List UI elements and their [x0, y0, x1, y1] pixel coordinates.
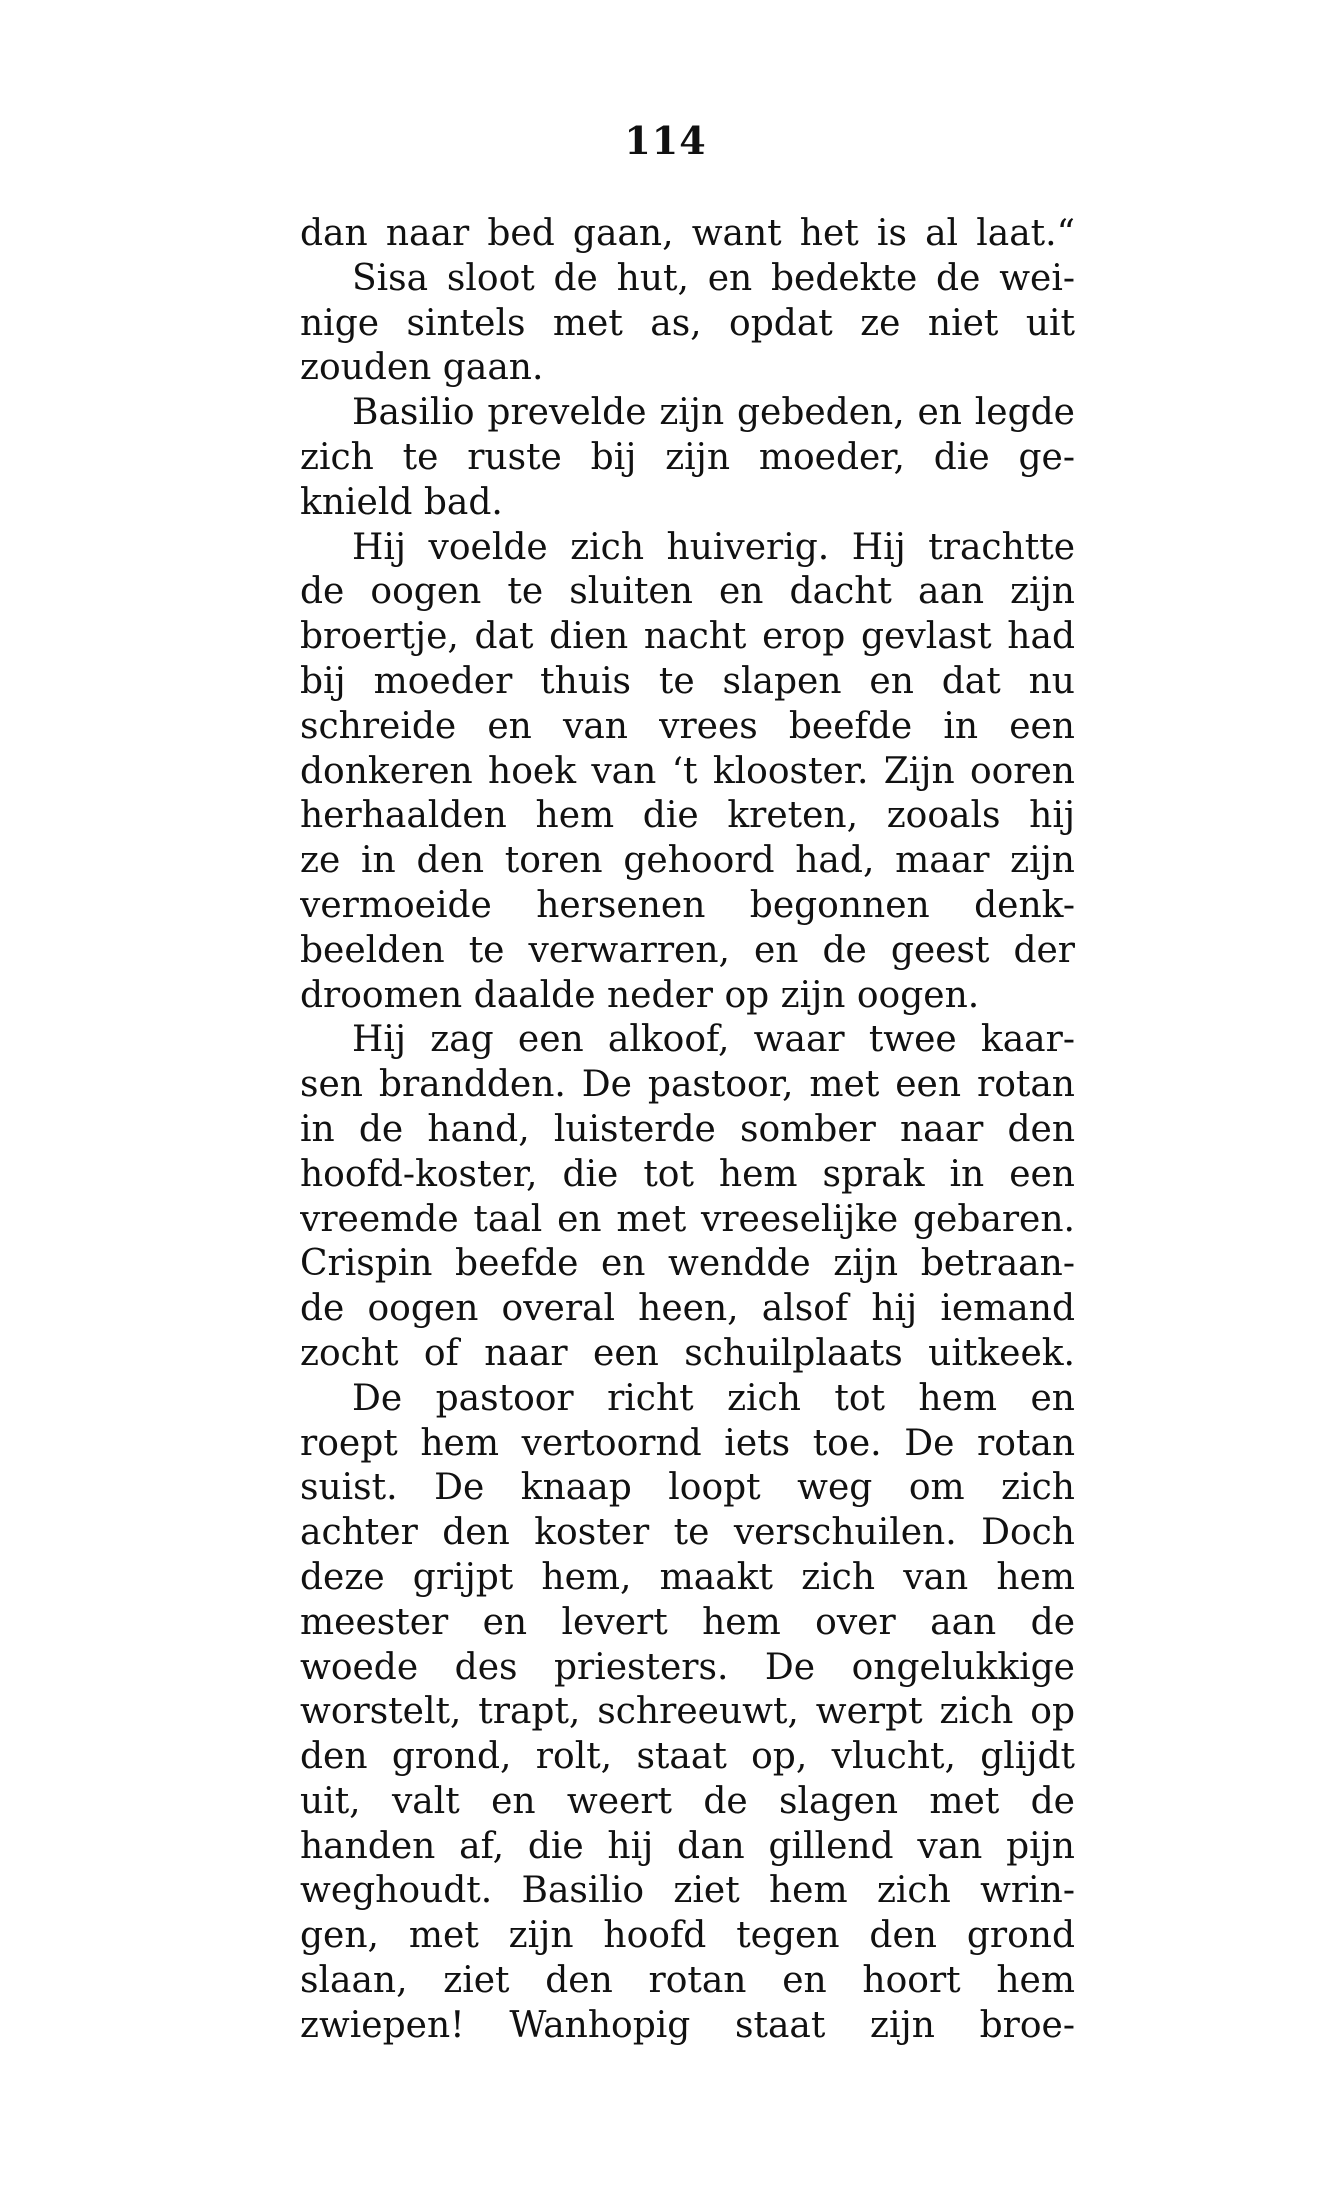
text-line: schreide en van vrees beefde in een	[300, 705, 1075, 747]
text-line: hoofd-koster, die tot hem sprak in een	[300, 1153, 1075, 1195]
text-line: knield bad.	[300, 481, 503, 523]
text-line: vreemde taal en met vreeselijke gebaren.	[300, 1198, 1075, 1240]
text-line: den grond, rolt, staat op, vlucht, glijdt	[300, 1736, 1075, 1778]
text-line: Hij zag een alkoof, waar twee kaar-	[352, 1019, 1075, 1061]
text-line: de oogen te sluiten en dacht aan zijn	[300, 571, 1075, 613]
text-line: Basilio prevelde zijn gebeden, en legde	[352, 392, 1075, 434]
text-line: Hij voelde zich huiverig. Hij trachtte	[352, 526, 1075, 568]
text-line: beelden te verwarren, en de geest der	[300, 929, 1075, 971]
text-line: zocht of naar een schuilplaats uitkeek.	[300, 1332, 1075, 1374]
body-text	[300, 212, 1075, 2049]
text-line: nige sintels met as, opdat ze niet uit	[300, 302, 1075, 344]
text-line: zwiepen! Wanhopig staat zijn broe-	[300, 2004, 1075, 2046]
text-line: suist. De knaap loopt weg om zich	[300, 1467, 1075, 1509]
text-line: vermoeide hersenen begonnen denk-	[300, 884, 1075, 926]
text-line: Sisa sloot de hut, en bedekte de wei-	[352, 257, 1075, 299]
text-line: De pastoor richt zich tot hem en	[352, 1377, 1075, 1419]
text-line: handen af, die hij dan gillend van pijn	[300, 1825, 1075, 1867]
text-line: droomen daalde neder op zijn oogen.	[300, 974, 980, 1016]
text-line: ze in den toren gehoord had, maar zijn	[300, 840, 1075, 882]
text-line: achter den koster te verschuilen. Doch	[300, 1512, 1075, 1554]
text-line: gen, met zijn hoofd tegen den grond	[300, 1915, 1075, 1957]
text-line: uit, valt en weert de slagen met de	[300, 1780, 1075, 1822]
text-line: sen brandden. De pastoor, met een rotan	[300, 1064, 1075, 1106]
text-line: meester en levert hem over aan de	[300, 1601, 1075, 1643]
text-line: dan naar bed gaan, want het is al laat.“	[300, 213, 1075, 254]
text-line: zich te ruste bij zijn moeder, die ge-	[300, 436, 1075, 478]
text-line: worstelt, trapt, schreeuwt, werpt zich op	[300, 1691, 1075, 1733]
page-number: 114	[624, 118, 707, 163]
text-line: de oogen overal heen, alsof hij iemand	[300, 1288, 1075, 1330]
text-line: roept hem vertoornd iets toe. De rotan	[300, 1422, 1075, 1464]
text-line: slaan, ziet den rotan en hoort hem	[300, 1960, 1075, 2002]
text-line: bij moeder thuis te slapen en dat nu	[300, 660, 1075, 702]
text-line: zouden gaan.	[300, 347, 544, 389]
text-line: broertje, dat dien nacht erop gevlast had	[300, 616, 1075, 658]
text-line: woede des priesters. De ongelukkige	[300, 1646, 1075, 1688]
text-line: in de hand, luisterde somber naar den	[300, 1108, 1075, 1150]
text-line: herhaalden hem die kreten, zooals hij	[300, 795, 1075, 837]
text-line: Crispin beefde en wendde zijn betraan-	[300, 1243, 1075, 1285]
text-line: donkeren hoek van ‘t klooster. Zijn ooren	[300, 750, 1075, 792]
text-line: deze grijpt hem, maakt zich van hem	[300, 1556, 1075, 1598]
text-line: weghoudt. Basilio ziet hem zich wrin-	[300, 1870, 1075, 1912]
